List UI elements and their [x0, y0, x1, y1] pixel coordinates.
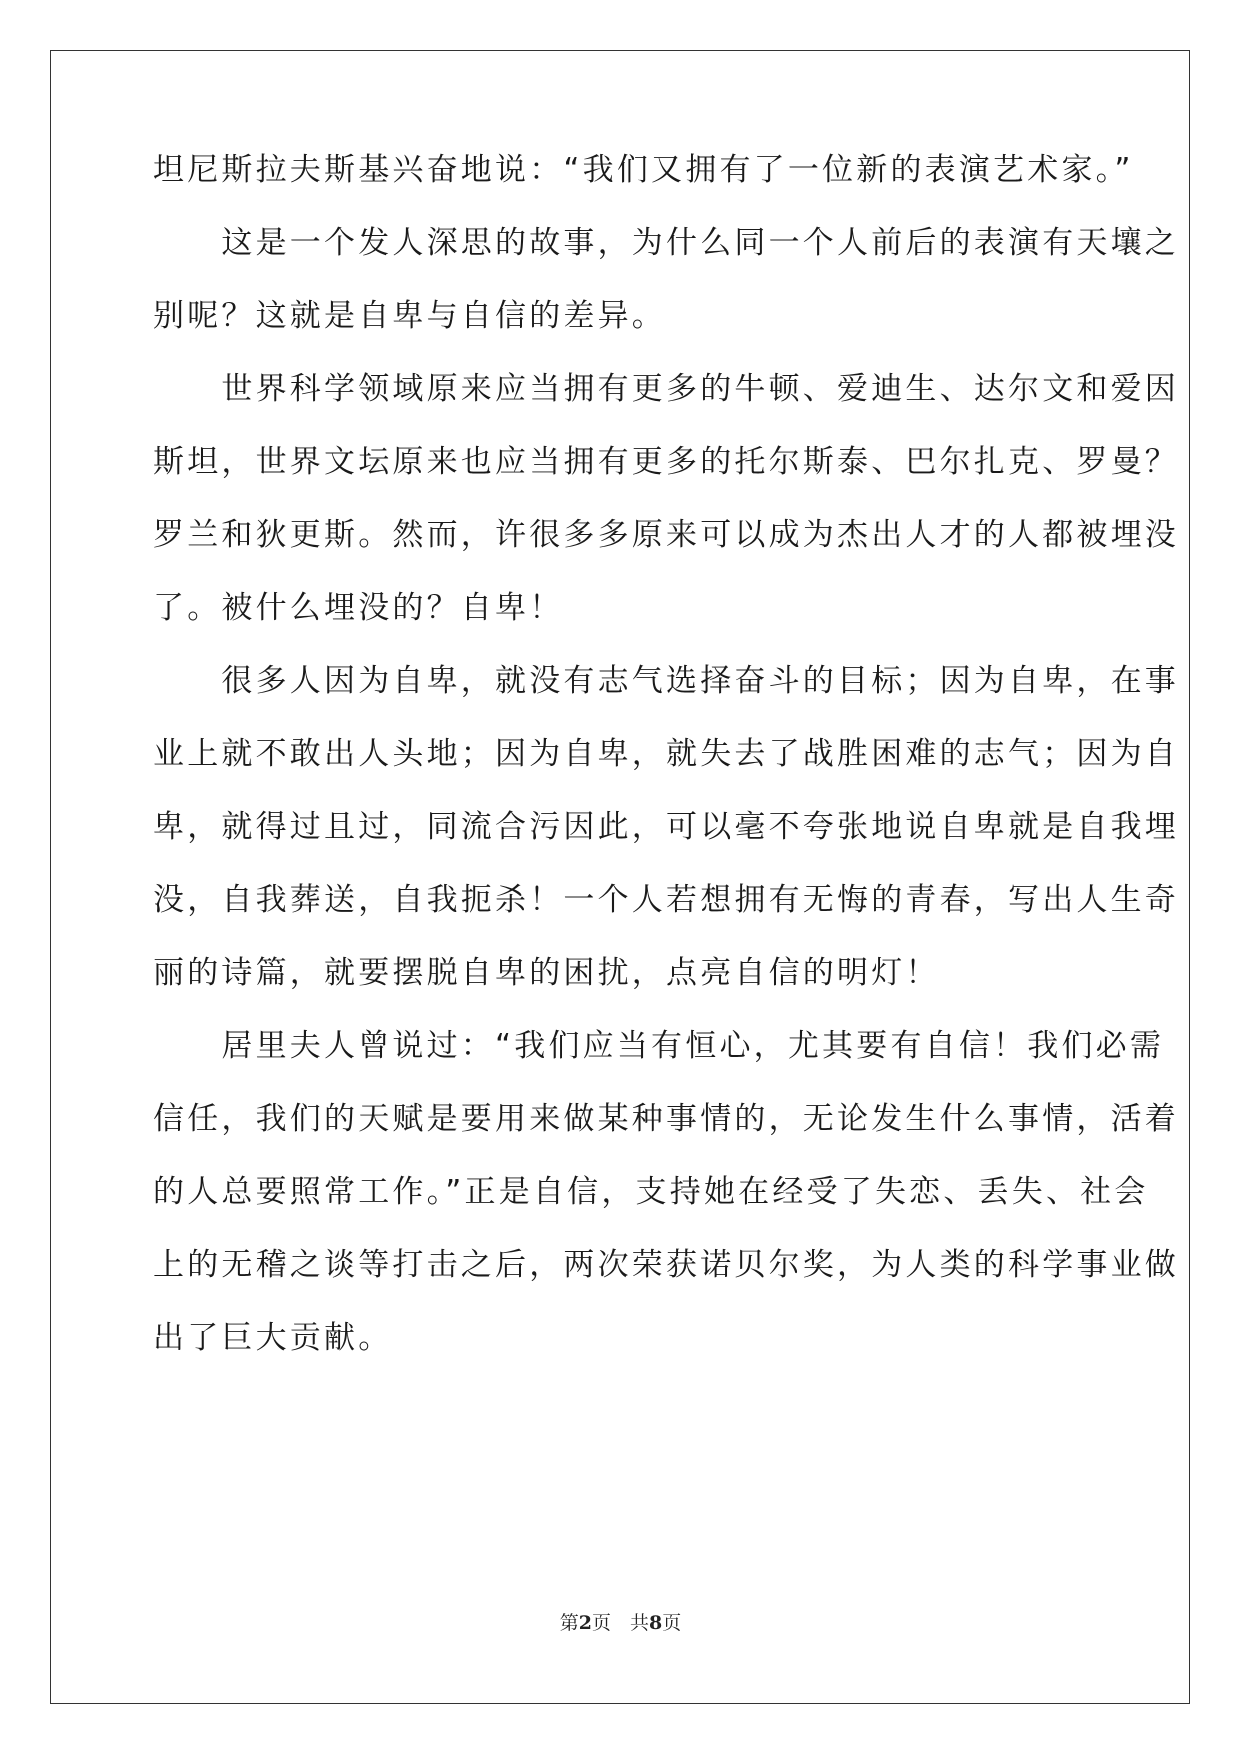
text-line: 坦尼斯拉夫斯基兴奋地说：“我们又拥有了一位新的表演艺术家。” — [153, 152, 1134, 188]
text-line: 的人总要照常工作。”正是自信，支持她在经受了失恋、丢失、社会 — [153, 1174, 1149, 1210]
text-line: 这是一个发人深思的故事，为什么同一个人前后的表演有天壤之 — [153, 225, 1179, 261]
footer-middle: 页 共 — [591, 1612, 649, 1634]
text-line: 业上就不敢出人头地；因为自卑，就失去了战胜困难的志气；因为自 — [153, 736, 1179, 772]
current-page-number: 2 — [578, 1612, 592, 1634]
text-line: 出了巨大贡献。 — [153, 1320, 393, 1356]
text-line: 上的无稽之谈等打击之后，两次荣获诺贝尔奖，为人类的科学事业做 — [153, 1247, 1179, 1283]
text-line: 很多人因为自卑，就没有志气选择奋斗的目标；因为自卑，在事 — [153, 663, 1179, 699]
page-number-footer — [0, 1611, 1241, 1635]
text-line: 罗兰和狄更斯。然而，许很多多原来可以成为杰出人才的人都被埋没 — [153, 517, 1179, 553]
text-line: 斯坦，世界文坛原来也应当拥有更多的托尔斯泰、巴尔扎克、罗曼？ — [153, 444, 1179, 480]
text-line: 居里夫人曾说过：“我们应当有恒心，尤其要有自信！我们必需 — [153, 1028, 1165, 1064]
text-line: 没，自我葬送，自我扼杀！一个人若想拥有无悔的青春，写出人生奇 — [153, 882, 1179, 918]
footer-suffix: 页 — [662, 1612, 682, 1634]
text-line: 了。被什么埋没的？自卑！ — [153, 590, 564, 626]
text-line: 丽的诗篇，就要摆脱自卑的困扰，点亮自信的明灯！ — [153, 955, 940, 991]
text-line: 卑，就得过且过，同流合污因此，可以毫不夸张地说自卑就是自我埋 — [153, 809, 1179, 845]
text-line: 信任，我们的天赋是要用来做某种事情的，无论发生什么事情，活着 — [153, 1101, 1179, 1137]
text-line: 世界科学领域原来应当拥有更多的牛顿、爱迪生、达尔文和爱因 — [153, 371, 1179, 407]
total-page-count: 8 — [649, 1612, 663, 1634]
footer-prefix: 第 — [559, 1612, 579, 1634]
text-line: 别呢？这就是自卑与自信的差异。 — [153, 298, 666, 334]
